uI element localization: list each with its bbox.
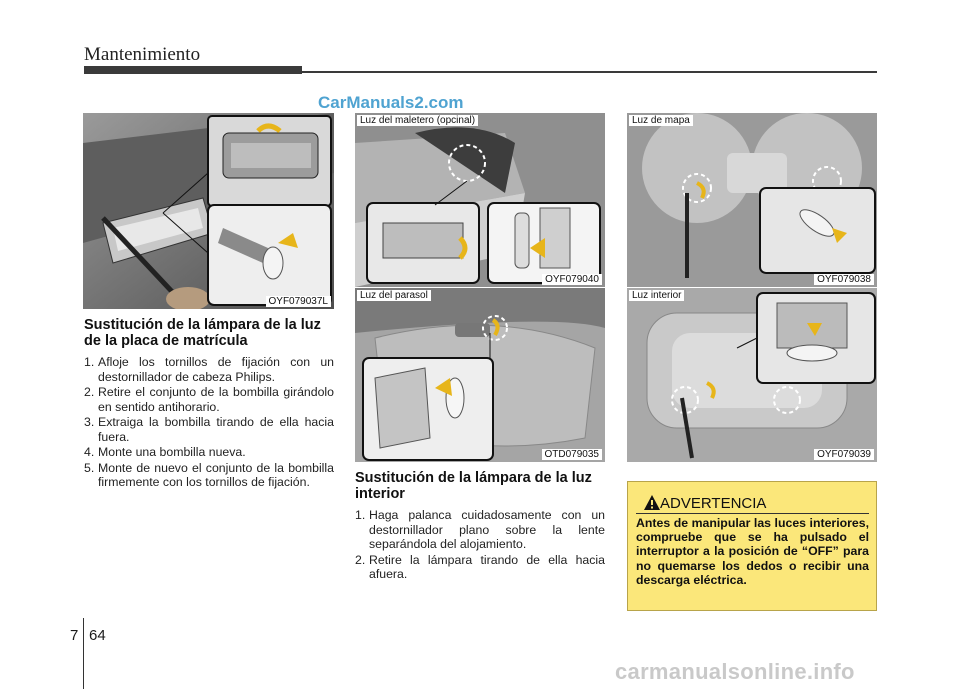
license-plate-illustration	[83, 113, 334, 309]
figure-map-lamp	[627, 113, 877, 287]
list-item: 2. Retire la lámpara tirando de ella hacia afuera.	[355, 552, 605, 581]
figure-code: OYF079040	[542, 274, 602, 285]
figure-label: Luz del maletero (opcinal)	[357, 115, 478, 126]
steps-list	[84, 355, 334, 490]
trunk-illustration	[355, 113, 605, 287]
chapter-number: 7	[70, 627, 79, 644]
figure-interior-lamp	[627, 288, 877, 462]
figure-vanity-lamp	[355, 288, 605, 462]
page-number: 64	[89, 627, 106, 644]
list-item: 4. Monte una bombilla nueva.	[84, 445, 246, 459]
figure-code: OTD079035	[542, 449, 602, 460]
figure-license-plate-lamp	[83, 113, 334, 309]
watermark-top: CarManuals2.com	[318, 93, 464, 112]
header-rule-thick	[84, 66, 302, 74]
figure-label: Luz interior	[629, 290, 684, 301]
warning-rule	[636, 513, 869, 514]
section-license-plate	[84, 317, 334, 491]
warning-triangle-icon	[643, 492, 661, 514]
steps-list	[355, 508, 605, 582]
map-lamp-illustration	[627, 113, 877, 287]
list-item: 1. Afloje los tornillos de fijación con un destornillador de cabeza Philips.	[84, 355, 334, 384]
figure-code: OYF079038	[814, 274, 874, 285]
footer-divider	[83, 618, 84, 689]
list-item: 5. Monte de nuevo el conjunto de la bombilla firmemente con los tornillos de fijación.	[84, 460, 334, 489]
warning-box	[627, 481, 877, 611]
section-interior-lamp	[355, 470, 605, 583]
figure-label: Luz del parasol	[357, 290, 431, 301]
warning-title: ADVERTENCIA	[660, 495, 767, 512]
section-title: Sustitución de la lámpara de la luz de la placa de matrícula	[84, 317, 321, 349]
warning-body: Antes de manipular las luces interiores, compruebe que se ha pulsado el interruptor a la posición de “OFF” para no quemarse los dedos o recibir una descarga eléctrica.	[636, 516, 869, 587]
figure-label: Luz de mapa	[629, 115, 693, 126]
list-item: 1. Haga palanca cuidadosamente con un destornillador plano sobre la lente separándola del alojamiento.	[355, 508, 605, 551]
header-rule-thin	[302, 71, 877, 73]
figure-code: OYF079037L	[266, 296, 332, 307]
header-title: Mantenimiento	[84, 44, 201, 65]
watermark-bottom: carmanualsonline.info	[615, 659, 855, 684]
list-item: 2. Retire el conjunto de la bombilla girándolo en sentido antihorario.	[84, 385, 334, 414]
section-title: Sustitución de la lámpara de la luz interior	[355, 470, 592, 502]
figure-code: OYF079039	[814, 449, 874, 460]
figure-trunk-lamp	[355, 113, 605, 287]
interior-lamp-illustration	[627, 288, 877, 462]
list-item: 3. Extraiga la bombilla tirando de ella hacia fuera.	[84, 415, 334, 444]
vanity-illustration	[355, 288, 605, 462]
